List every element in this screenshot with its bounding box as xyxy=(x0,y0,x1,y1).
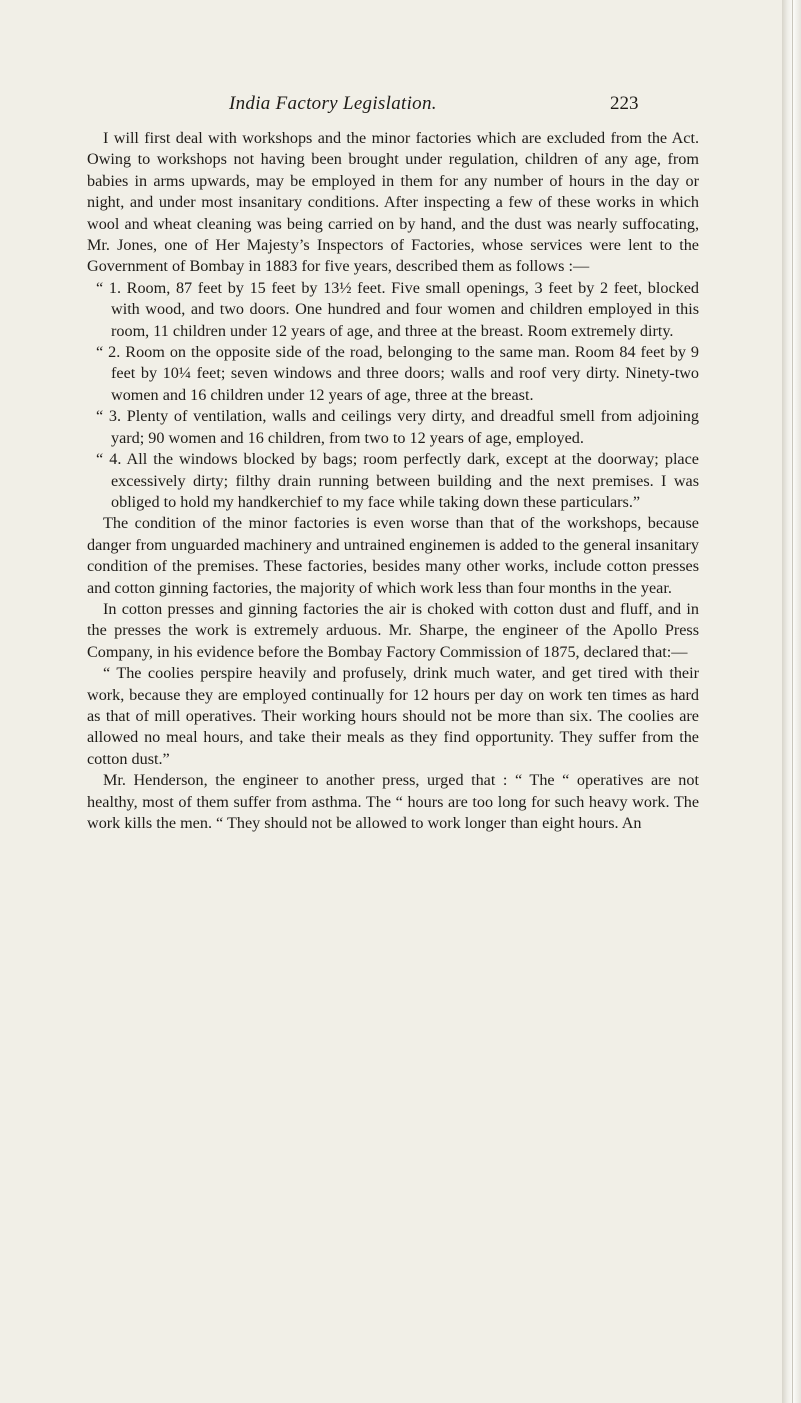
page-edge-line xyxy=(792,0,793,1403)
paragraph-quote-4: “ 4. All the windows blocked by bags; room perfectly dark, except at the doorway; place excessively dirty; filthy drain running between building and the next premises. I was obliged to hold my handkerchief to my face while taking down these particulars.” xyxy=(96,450,699,511)
paragraph-quote-3: “ 3. Plenty of ventilation, walls and ceilings very dirty, and dreadful smell from adjoining yard; 90 women and 16 children, from two to 12 years of age, employed. xyxy=(96,407,699,447)
paragraph-quote-1: “ 1. Room, 87 feet by 15 feet by 13½ feet. Five small openings, 3 feet by 2 feet, blocked with wood, and two doors. One hundred and four women and children employed in this room, 11 children under 12 years of age, and three at the breast. Room extremely dirty. xyxy=(96,278,699,340)
paragraph-intro: I will first deal with workshops and the minor factories which are excluded from the Act. Owing to workshops not having been brought under regulation, children of any age, from babies in arms upwards, may be employed in them for any number of hours in the day or night, and under most insanitary conditions. After inspecting a few of these works in which wool and wheat cleaning was being carried on by hand, and the dust was nearly suffocating, Mr. Jones, one of Her Majesty’s Inspectors of Factories, whose services were lent to the Government of Bombay in 1883 for five years, described them as follows :— xyxy=(87,129,699,276)
paragraph-henderson: Mr. Henderson, the engineer to another press, urged that : “ The “ operatives are not healthy, most of them suffer from asthma. The “ hours are too long for such heavy work. The work kills the men. “ They should not be allowed to work longer than eight hours. An xyxy=(87,771,699,832)
page-number: 223 xyxy=(610,93,639,114)
paragraph-quote-2: “ 2. Room on the opposite side of the road, belonging to the same man. Room 84 feet by 9 feet by 10¼ feet; seven windows and three doors; walls and roof very dirty. Ninety-two women and 16 children under 12 years of age, three at the breast. xyxy=(96,343,699,404)
running-title: India Factory Legislation. xyxy=(229,93,437,114)
paragraph-minor-factories: The condition of the minor factories is even worse than that of the workshops, because danger from unguarded machinery and untrained enginemen is added to the general insanitary condition of the premises. These factories, besides many other works, include cotton presses and cotton ginning factories, the majority of which work less than four months in the year. xyxy=(87,514,699,597)
paragraph-cotton-presses: In cotton presses and ginning factories the air is choked with cotton dust and fluff, and in the presses the work is extremely arduous. Mr. Sharpe, the engineer of the Apollo Press Company, in his evidence before the Bombay Factory Commission of 1875, declared that:— xyxy=(87,599,699,661)
paragraph-sharpe-quote: “ The coolies perspire heavily and profusely, drink much water, and get tired with their work, because they are employed continually for 12 hours per day on work ten times as hard as that of mill operatives. Their working hours should not be more than six. The coolies are allowed no meal hours, and take their meals as they find opportunity. They suffer from the cotton dust.” xyxy=(87,664,699,768)
running-head xyxy=(0,93,782,121)
body-text xyxy=(87,128,699,834)
